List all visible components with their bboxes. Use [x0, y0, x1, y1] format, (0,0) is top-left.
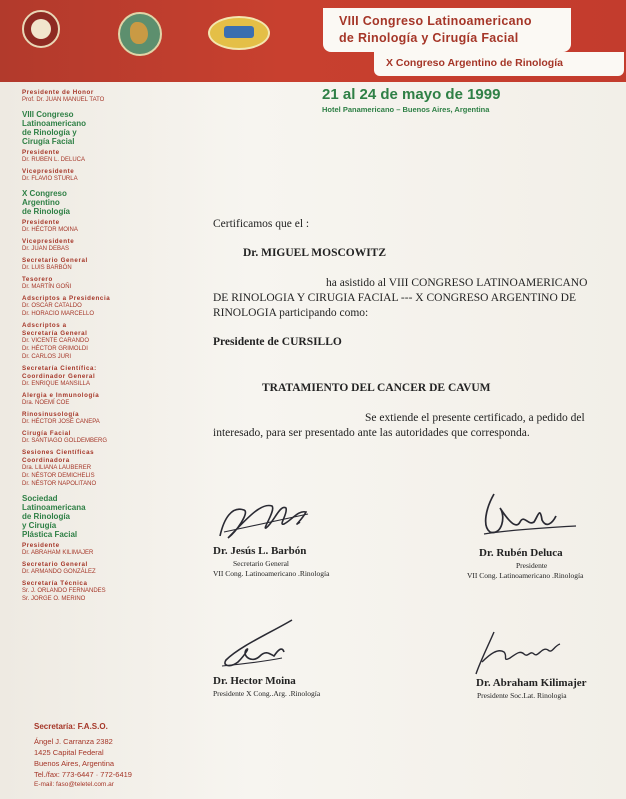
sidebar-head-45: de Rinología — [22, 512, 70, 521]
secretaria-phone: Tel./fax: 773-6447 · 772-6419 — [34, 770, 132, 779]
sig-role-barbon-2: VII Cong. Latinoamericano .Rinología — [213, 569, 330, 578]
cert-closing2: interesado, para ser presentado ante las autoridades que corresponda. — [213, 427, 530, 439]
sidebar-role-13: Presidente — [22, 219, 60, 226]
sidebar-name-31: Dr. ENRIQUE MANSILLA — [22, 381, 91, 387]
signature-barbon — [214, 492, 324, 544]
sidebar-name-20: Dr. MARTÍN GOÑI — [22, 284, 72, 290]
sidebar-head-4: de Rinología y — [22, 128, 77, 137]
congress-date: 21 al 24 de mayo de 1999 — [322, 86, 501, 103]
sidebar-name-1: Prof. Dr. JUAN MANUEL TATO — [22, 97, 105, 103]
sidebar-role-15: Vicepresidente — [22, 238, 75, 245]
sig-role-barbon-1: Secretario General — [233, 559, 290, 568]
sig-name-barbon: Dr. Jesús L. Barbón — [213, 545, 307, 557]
sidebar-name-37: Dr. SANTIAGO GOLDEMBERG — [22, 438, 108, 444]
sidebar-name-42: Dr. NÉSTOR NAPOLITANO — [22, 481, 97, 487]
sidebar-role-19: Tesorero — [22, 276, 53, 283]
sidebar-role-38: Sesiones Científicas — [22, 449, 95, 456]
sidebar-role-32: Alergia e Inmunología — [22, 392, 100, 399]
sidebar-role-34: Rinosinusología — [22, 411, 80, 418]
secretaria-title: Secretaría: F.A.S.O. — [34, 722, 108, 731]
sidebar-role-48: Presidente — [22, 542, 60, 549]
sidebar-head-10: X Congreso — [22, 189, 67, 198]
sidebar-name-9: Dr. FLAVIO STURLA — [22, 176, 78, 182]
sidebar-role-6: Presidente — [22, 149, 60, 156]
sidebar-role-21: Adscriptos a Presidencia — [22, 295, 111, 302]
sidebar-name-18: Dr. LUIS BARBÓN — [22, 265, 72, 271]
sidebar-head-11: Argentino — [22, 198, 60, 207]
sidebar-name-49: Dr. ABRAHAM KILIMAJER — [22, 550, 94, 556]
sidebar-role-50: Secretario General — [22, 561, 88, 568]
signature-kilimajer — [470, 626, 570, 680]
sidebar-role-0: Presidente de Honor — [22, 89, 94, 96]
sidebar-name-54: Sr. JORGE O. MERINO — [22, 596, 86, 602]
sidebar-head-3: Latinoamericano — [22, 119, 87, 128]
sidebar-name-41: Dr. NÉSTOR DEMICHELIS — [22, 473, 95, 479]
sidebar-name-22: Dr. OSCAR CATALDO — [22, 303, 82, 309]
sidebar-name-27: Dr. HÉCTOR GRIMOLDI — [22, 346, 88, 352]
faso-oval-logo — [208, 16, 270, 50]
cert-line3: RINOLOGIA participando como: — [213, 307, 369, 319]
sidebar-name-35: Dr. HÉCTOR JOSÉ CANEPA — [22, 419, 100, 425]
cert-line2: DE RINOLOGIA Y CIRUGIA FACIAL --- X CONGRESO ARGENTINO DE — [213, 292, 576, 304]
sidebar-head-44: Latinoamericana — [22, 503, 86, 512]
cert-recipient: Dr. MIGUEL MOSCOWITZ — [243, 247, 387, 259]
sidebar-name-23: Dr. HORACIO MARCELLO — [22, 311, 95, 317]
secretaria-city: Buenos Aires, Argentina — [34, 759, 115, 768]
globe-americas-logo — [118, 12, 162, 56]
congress-subtitle-box — [374, 52, 624, 76]
congress-title-line1: VIII Congreso Latinoamericano — [339, 14, 532, 28]
sidebar-name-53: Sr. J. ORLANDO FERNANDES — [22, 588, 106, 594]
sidebar-head-5: Cirugía Facial — [22, 137, 75, 146]
congress-title-box — [323, 8, 571, 52]
cert-topic: TRATAMIENTO DEL CANCER DE CAVUM — [262, 382, 491, 394]
signature-moina — [216, 616, 306, 672]
society-seal-logo — [22, 10, 60, 48]
sidebar-role-36: Cirugía Facial — [22, 430, 71, 437]
cert-line1: ha asistido al VIII CONGRESO LATINOAMERICANO — [326, 277, 588, 289]
cert-intro: Certificamos que el : — [213, 218, 310, 230]
sidebar-name-16: Dr. JUAN DEBAS — [22, 246, 70, 252]
congress-venue: Hotel Panamericano – Buenos Aires, Argentina — [322, 105, 490, 114]
congress-subtitle: X Congreso Argentino de Rinología — [386, 57, 563, 69]
sidebar-name-7: Dr. RUBEN L. DELUCA — [22, 157, 86, 163]
sidebar-head-47: Plástica Facial — [22, 530, 78, 539]
sidebar-name-51: Dr. ARMANDO GONZÁLEZ — [22, 569, 96, 575]
sig-role-kilimajer: Presidente Soc.Lat. Rinologia — [477, 691, 567, 700]
secretaria-address: Ángel J. Carranza 2382 — [34, 737, 113, 746]
cert-closing1: Se extiende el presente certificado, a pedido del — [365, 412, 585, 424]
sidebar-head-12: de Rinología — [22, 207, 70, 216]
sidebar-head-2: VIII Congreso — [22, 110, 74, 119]
sig-role-moina: Presidente X Cong..Arg. .Rinología — [213, 689, 321, 698]
secretaria-email: E-mail: faso@teletel.com.ar — [34, 781, 114, 788]
sig-name-kilimajer: Dr. Abraham Kilimajer — [476, 677, 587, 689]
secretaria-postal: 1425 Capital Federal — [34, 748, 104, 757]
sidebar-role-29: Secretaría Científica: — [22, 365, 97, 372]
sidebar-role-24: Adscriptos a — [22, 322, 67, 329]
sidebar-head-46: y Cirugía — [22, 521, 57, 530]
sidebar-role-17: Secretario General — [22, 257, 88, 264]
sidebar-role-8: Vicepresidente — [22, 168, 75, 175]
secretaria-block — [34, 722, 132, 788]
sidebar-role-52: Secretaría Técnica — [22, 580, 88, 587]
sig-role-deluca-1: Presidente — [516, 561, 548, 570]
sidebar-role-25: Secretaría General — [22, 330, 88, 337]
sidebar-name-33: Dra. NOEMÍ COE — [22, 400, 70, 406]
congress-title-line2: de Rinología y Cirugía Facial — [339, 31, 519, 45]
sidebar-head-43: Sociedad — [22, 494, 58, 503]
sidebar-role-39: Coordinadora — [22, 457, 70, 464]
sig-role-deluca-2: VII Cong. Latinoamericano .Rinología — [467, 571, 584, 580]
sidebar-role-30: Coordinador General — [22, 373, 96, 380]
sidebar-name-26: Dr. VICENTE CARANDO — [22, 338, 90, 344]
signature-deluca — [476, 486, 586, 542]
sig-name-moina: Dr. Hector Moina — [213, 675, 296, 687]
sidebar-name-40: Dra. LILIANA LAUBERER — [22, 465, 92, 471]
sig-name-deluca: Dr. Rubén Deluca — [479, 547, 563, 559]
sidebar-name-14: Dr. HÉCTOR MOINA — [22, 227, 78, 233]
cert-role: Presidente de CURSILLO — [213, 336, 342, 348]
sidebar-name-28: Dr. CARLOS JURI — [22, 354, 72, 360]
